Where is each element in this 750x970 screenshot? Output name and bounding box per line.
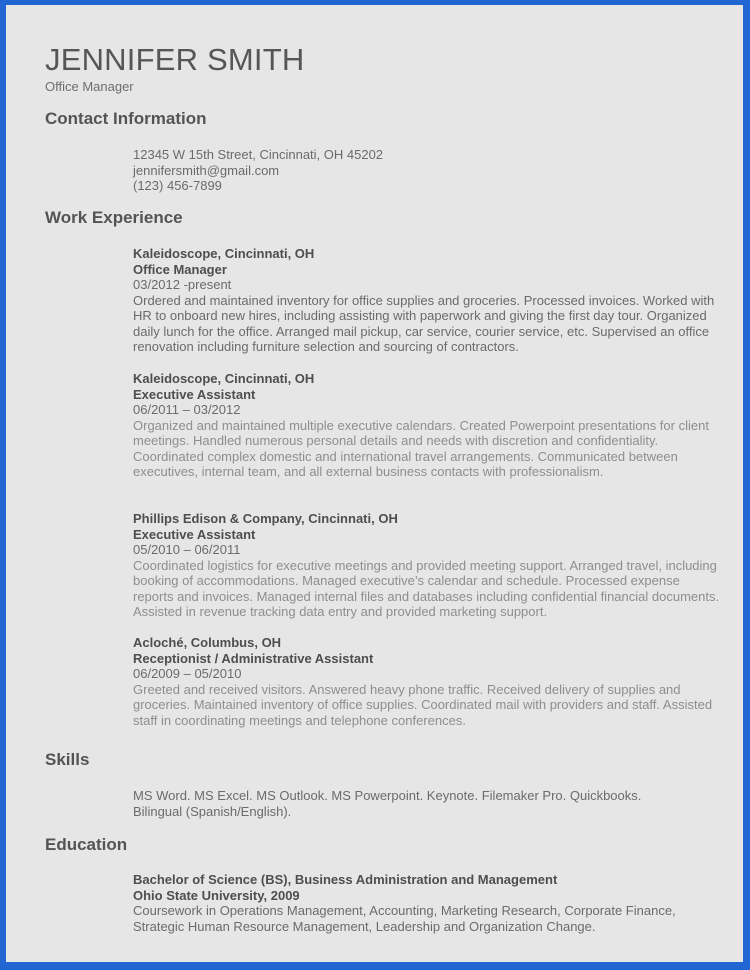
section-heading-work: Work Experience: [45, 208, 183, 227]
job-dates: 06/2009 – 05/2010: [133, 666, 242, 681]
candidate-title: Office Manager: [45, 79, 134, 94]
job-description: Greeted and received visitors. Answered heavy phone traffic. Received delivery of supplies and groceries. Maintained inventory of office supplies. Coordinated mail with providers and staff. Assisted staff in coordinating meetings and telephone conferences.: [133, 681, 713, 728]
job-description: Organized and maintained multiple executive calendars. Created Powerpoint presentations for client meetings. Handled numerous personal details and needs with discretion and confidentiality. Coordinated complex domestic and international travel arrangements. Communicated between executives, internal team, and all external business contacts with professionalism.: [133, 417, 709, 479]
job-company: Kaleidoscope, Cincinnati, OH: [133, 246, 315, 261]
section-heading-skills: Skills: [45, 750, 90, 769]
section-heading-education: Education: [45, 835, 128, 854]
job-company: Acloché, Columbus, OH: [133, 635, 282, 650]
contact-email: jennifersmith@gmail.com: [133, 162, 280, 178]
job-entry: [133, 635, 723, 728]
candidate-name: JENNIFER SMITH: [45, 42, 305, 77]
job-role: Executive Assistant: [133, 526, 256, 542]
job-company: Phillips Edison & Company, Cincinnati, OH: [133, 511, 398, 526]
skills-block: [133, 788, 673, 819]
contact-address: 12345 W 15th Street, Cincinnati, OH 45202: [133, 147, 384, 162]
job-description: Ordered and maintained inventory for office supplies and groceries. Processed invoices. Worked with HR to onboard new hires, including assisting with paperwork and giving the first day tour. Organized daily lunch for the office. Arranged mail pickup, car service, courier service, etc. Supervised an office renovation including furniture selection and sourcing of contractors.: [133, 292, 715, 354]
contact-phone: (123) 456-7899: [133, 178, 222, 193]
job-dates: 05/2010 – 06/2011: [133, 542, 241, 557]
education-degree: Bachelor of Science (BS), Business Administration and Management: [133, 872, 558, 887]
resume-page: [6, 5, 743, 962]
job-entry: [133, 246, 723, 355]
job-description: Coordinated logistics for executive meetings and provided meeting support. Arranged travel, including booking of accommodations. Managed executive’s calendar and schedule. Processed expense reports and invoices. Managed internal files and databases including confidential financial documents. Assisted in revenue tracking data entry and provided marketing support.: [133, 557, 720, 619]
education-coursework: Coursework in Operations Management, Accounting, Marketing Research, Corporate Finance, Strategic Human Resource Management, Leadership and Organization Change.: [133, 903, 676, 934]
job-role: Office Manager: [133, 261, 227, 277]
skills-text: MS Word. MS Excel. MS Outlook. MS Powerpoint. Keynote. Filemaker Pro. Quickbooks. Bilingual (Spanish/English).: [133, 788, 642, 819]
job-entry: [133, 511, 723, 620]
job-dates: 06/2011 – 03/2012: [133, 402, 241, 417]
education-block: [133, 872, 723, 934]
job-dates: 03/2012 -present: [133, 277, 232, 292]
contact-block: [133, 147, 723, 194]
job-company: Kaleidoscope, Cincinnati, OH: [133, 371, 315, 386]
job-role: Executive Assistant: [133, 386, 256, 402]
job-role: Receptionist / Administrative Assistant: [133, 650, 374, 666]
education-school: Ohio State University, 2009: [133, 887, 300, 903]
job-entry: [133, 371, 723, 480]
section-heading-contact: Contact Information: [45, 109, 207, 128]
